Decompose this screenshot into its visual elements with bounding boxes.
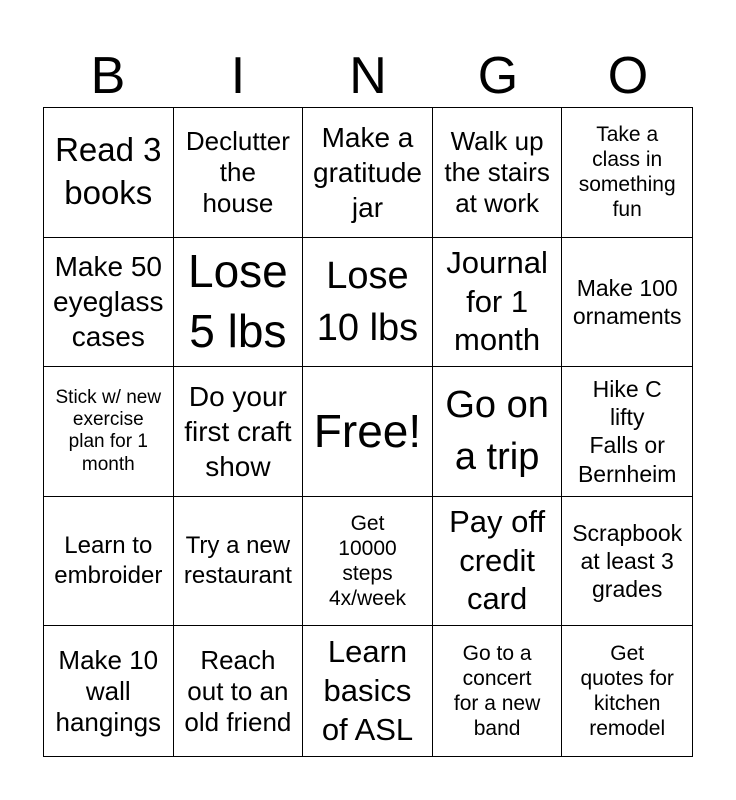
bingo-cell[interactable]: Go to a concert for a new band bbox=[433, 626, 563, 756]
bingo-cell[interactable]: Go on a trip bbox=[433, 367, 563, 497]
bingo-cell[interactable]: Make 100 ornaments bbox=[562, 238, 692, 368]
bingo-cell free-space[interactable]: Free! bbox=[303, 367, 433, 497]
header-letter-o: O bbox=[607, 47, 649, 105]
bingo-cell[interactable]: Pay off credit card bbox=[433, 497, 563, 627]
bingo-cell[interactable]: Read 3 books bbox=[44, 108, 174, 238]
bingo-cell[interactable]: Reach out to an old friend bbox=[174, 626, 304, 756]
bingo-cell[interactable]: Do your first craft show bbox=[174, 367, 304, 497]
bingo-cell[interactable]: Get 10000 steps 4x/week bbox=[303, 497, 433, 627]
bingo-cell[interactable]: Get quotes for kitchen remodel bbox=[580, 641, 674, 741]
bingo-cell[interactable]: Make 10 wall hangings bbox=[44, 626, 174, 756]
bingo-cell[interactable]: Try a new restaurant bbox=[174, 497, 304, 627]
bingo-cell[interactable]: Learn to embroider bbox=[44, 497, 174, 627]
bingo-cell[interactable]: Stick w/ new exercise plan for 1 month bbox=[44, 367, 174, 497]
bingo-header bbox=[43, 44, 693, 108]
bingo-cell[interactable]: Learn basics of ASL bbox=[303, 626, 433, 756]
bingo-board bbox=[43, 107, 693, 757]
bingo-cell[interactable]: Lose 5 lbs bbox=[174, 238, 304, 368]
bingo-cell[interactable]: Lose 10 lbs bbox=[303, 238, 433, 368]
bingo-cell[interactable]: Make 50 eyeglass cases bbox=[44, 238, 174, 368]
bingo-cell[interactable]: Make a gratitude jar bbox=[303, 108, 433, 238]
bingo-cell[interactable]: Journal for 1 month bbox=[433, 238, 563, 368]
header-letter-n: N bbox=[349, 47, 387, 105]
bingo-cell[interactable]: Take a class in something fun bbox=[562, 108, 692, 238]
bingo-cell[interactable]: Walk up the stairs at work bbox=[433, 108, 563, 238]
header-letter-g: G bbox=[477, 47, 519, 105]
bingo-cell[interactable]: Declutter the house bbox=[174, 108, 304, 238]
bingo-cell[interactable]: Scrapbook at least 3 grades bbox=[562, 497, 692, 627]
header-letter-i: I bbox=[230, 47, 246, 105]
header-letter-b: B bbox=[90, 47, 126, 105]
bingo-cell[interactable]: Hike C lifty Falls or Bernheim bbox=[562, 367, 692, 497]
